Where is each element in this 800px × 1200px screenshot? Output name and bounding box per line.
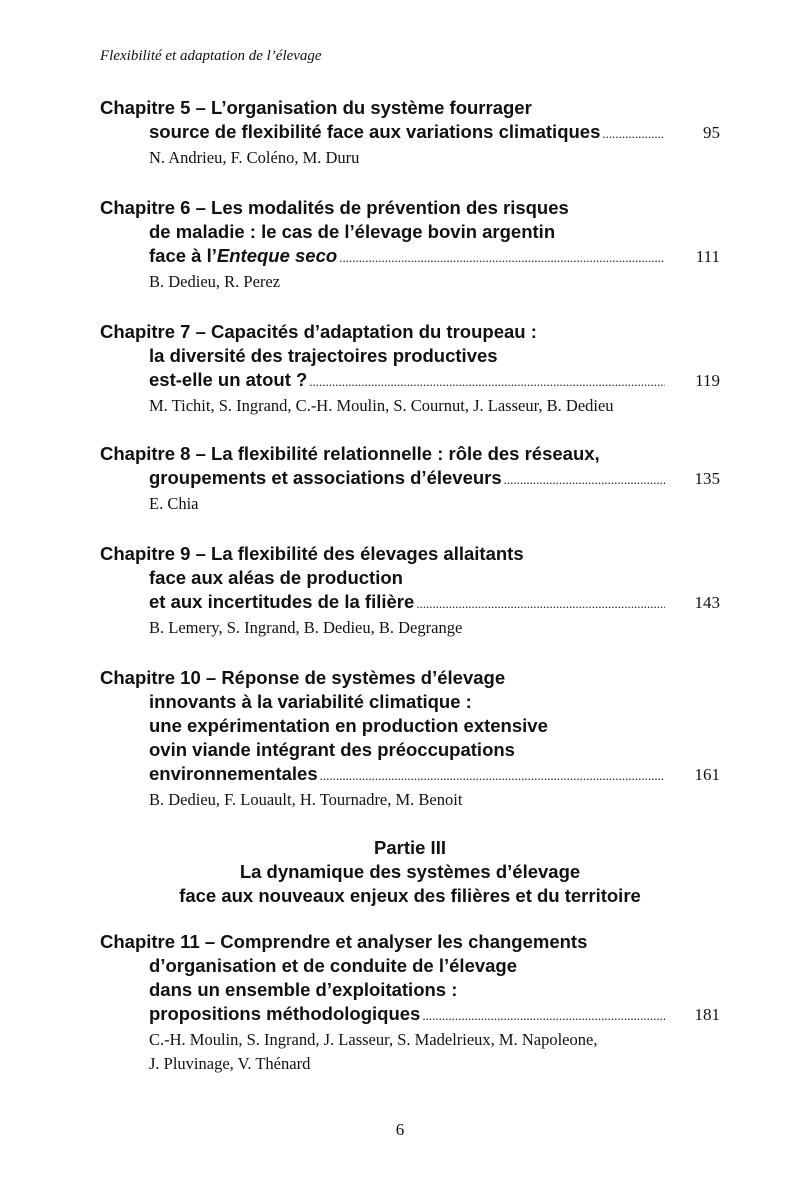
part-label: Partie III — [374, 837, 446, 858]
part-heading — [100, 836, 720, 908]
chapter-title-line: Chapitre 5 – L’organisation du système fourrager — [100, 97, 532, 118]
chapter-title-line: dans un ensemble d’exploitations : — [149, 979, 458, 1000]
running-head: Flexibilité et adaptation de l’élevage — [100, 48, 322, 64]
chapter-title-last-line — [100, 590, 720, 614]
chapter-title-line: d’organisation et de conduite de l’élevage — [149, 955, 518, 976]
page-number[interactable]: 143 — [694, 593, 720, 612]
toc-entry-chapter-9[interactable] — [100, 542, 720, 640]
page-number[interactable]: 181 — [694, 1005, 720, 1024]
chapter-authors: B. Lemery, S. Ingrand, B. Dedieu, B. Degrange — [149, 618, 463, 637]
chapter-title-line: Chapitre 10 – Réponse de systèmes d’élevage — [100, 667, 506, 688]
chapter-title-end: est-elle un atout ? — [149, 369, 308, 390]
chapter-title-last-line — [100, 1002, 720, 1026]
chapter-title-end: groupements et associations d’éleveurs — [149, 467, 502, 488]
chapter-title-line: face aux aléas de production — [149, 567, 403, 588]
chapter-title-last-line — [100, 762, 720, 786]
dot-leader — [602, 122, 665, 146]
chapter-title-line: innovants à la variabilité climatique : — [149, 691, 472, 712]
chapter-title-end: propositions méthodologiques — [149, 1003, 421, 1024]
part-title-line: face aux nouveaux enjeux des filières et du territoire — [179, 885, 641, 906]
chapter-title-line: de maladie : le cas de l’élevage bovin argentin — [149, 221, 556, 242]
dot-leader — [416, 592, 665, 616]
part-title-line: La dynamique des systèmes d’élevage — [239, 861, 581, 882]
chapter-authors: B. Dedieu, F. Louault, H. Tournadre, M. Benoit — [149, 790, 463, 809]
dot-leader — [320, 764, 665, 788]
page-folio: 6 — [395, 1120, 405, 1139]
chapter-title-last-line — [100, 120, 720, 144]
chapter-title-line: Chapitre 8 – La flexibilité relationnelle : rôle des réseaux, — [100, 443, 600, 464]
chapter-authors: J. Pluvinage, V. Thénard — [149, 1054, 311, 1073]
page-number[interactable]: 135 — [694, 469, 720, 488]
chapter-title-line: ovin viande intégrant des préoccupations — [149, 739, 515, 760]
chapter-title-line: Chapitre 6 – Les modalités de prévention des risques — [100, 197, 569, 218]
chapter-title-last-line — [100, 466, 720, 490]
chapter-title-end: et aux incertitudes de la filière — [149, 591, 415, 612]
chapter-title-end: source de flexibilité face aux variations climatiques — [149, 121, 601, 142]
chapter-title-end — [149, 244, 337, 268]
dot-leader — [339, 246, 665, 270]
title-prefix: face à l’ — [149, 245, 217, 266]
chapter-title-end: environnementales — [149, 763, 318, 784]
chapter-title-line: la diversité des trajectoires productives — [149, 345, 498, 366]
dot-leader — [309, 370, 665, 394]
chapter-authors: C.-H. Moulin, S. Ingrand, J. Lasseur, S. Madelrieux, M. Napoleone, — [149, 1030, 598, 1049]
page-number[interactable]: 161 — [694, 765, 720, 784]
page-number[interactable]: 95 — [703, 123, 720, 142]
title-italic: Enteque seco — [216, 245, 338, 266]
toc-entry-chapter-11[interactable] — [100, 930, 720, 1076]
chapter-title-last-line — [100, 368, 720, 392]
chapter-title-line: une expérimentation en production extensive — [149, 715, 548, 736]
toc-entry-chapter-5[interactable] — [100, 96, 720, 170]
page-number[interactable]: 111 — [695, 247, 720, 266]
chapter-title-line: Chapitre 11 – Comprendre et analyser les changements — [100, 931, 588, 952]
toc-entry-chapter-8[interactable] — [100, 442, 720, 516]
toc-entry-chapter-7[interactable] — [100, 320, 720, 418]
chapter-authors: M. Tichit, S. Ingrand, C.-H. Moulin, S. Cournut, J. Lasseur, B. Dedieu — [149, 396, 614, 415]
dot-leader — [422, 1004, 665, 1028]
chapter-title-line: Chapitre 7 – Capacités d’adaptation du troupeau : — [100, 321, 537, 342]
dot-leader — [504, 468, 665, 492]
chapter-title-last-line — [100, 244, 720, 268]
toc-entry-chapter-10[interactable] — [100, 666, 720, 812]
chapter-title-line: Chapitre 9 – La flexibilité des élevages allaitants — [100, 543, 524, 564]
chapter-authors: E. Chia — [149, 494, 199, 513]
page-number[interactable]: 119 — [695, 371, 720, 390]
chapter-authors: B. Dedieu, R. Perez — [149, 272, 281, 291]
chapter-authors: N. Andrieu, F. Coléno, M. Duru — [149, 148, 360, 167]
toc-entry-chapter-6[interactable] — [100, 196, 720, 294]
